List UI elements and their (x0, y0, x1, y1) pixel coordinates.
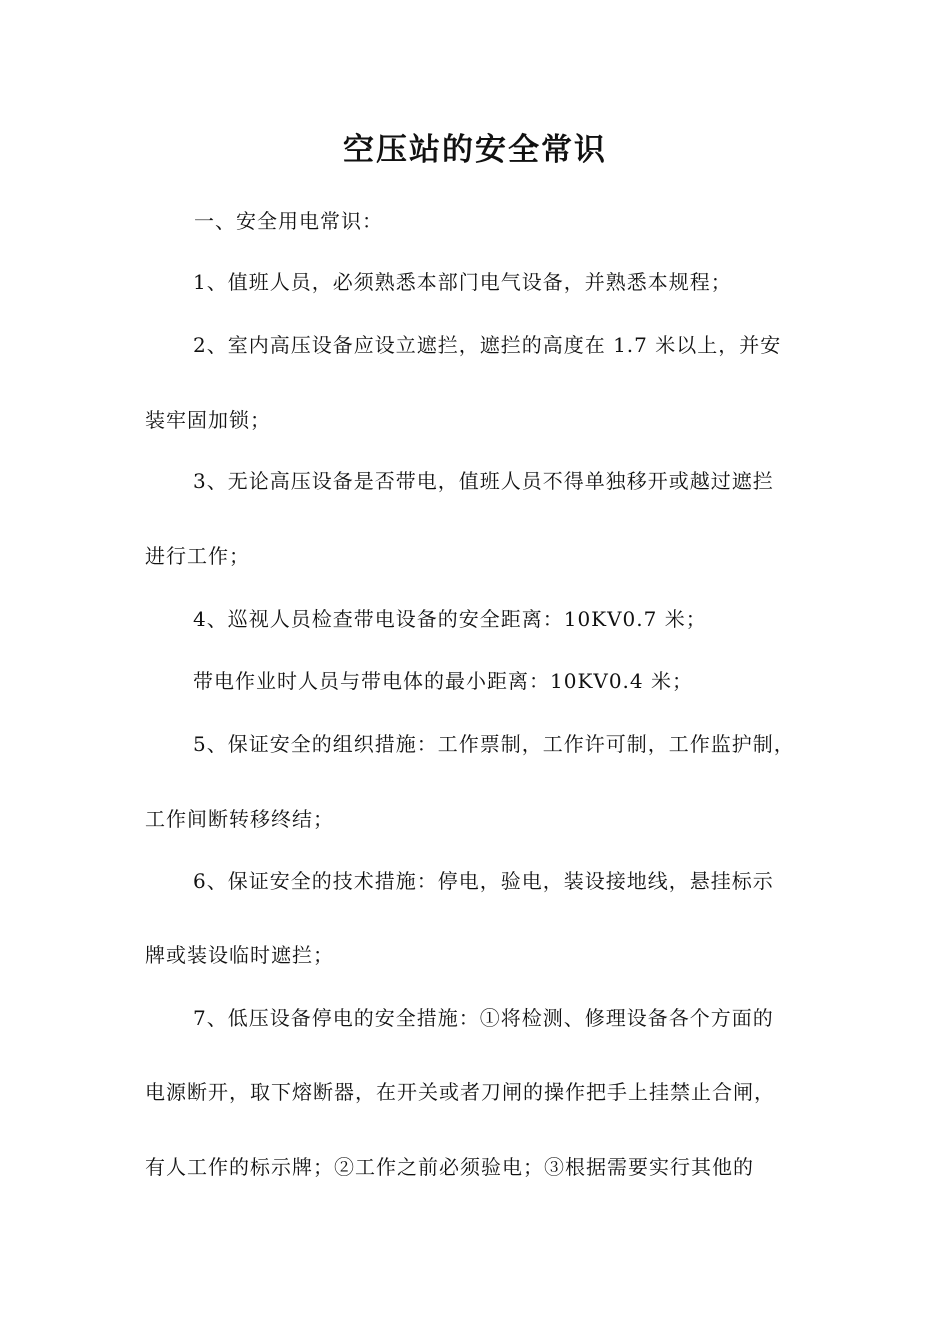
paragraph-line: 1、值班人员，必须熟悉本部门电气设备，并熟悉本规程； (193, 270, 732, 294)
paragraph-line: 2、室内高压设备应设立遮拦，遮拦的高度在 1.7 米以上，并安 (193, 333, 782, 357)
paragraph-line: 装牢固加锁； (145, 408, 271, 432)
paragraph-line: 牌或装设临时遮拦； (145, 943, 334, 967)
paragraph-line: 进行工作； (145, 544, 250, 568)
paragraph-line: 工作间断转移终结； (145, 807, 334, 831)
paragraph-line: 4、巡视人员检查带电设备的安全距离：10KV0.7 米； (193, 607, 707, 631)
paragraph-line: 电源断开，取下熔断器，在开关或者刀闸的操作把手上挂禁止合闸， (145, 1080, 775, 1104)
paragraph-line: 3、无论高压设备是否带电，值班人员不得单独移开或越过遮拦 (193, 469, 774, 493)
document-title: 空压站的安全常识 (343, 132, 607, 168)
paragraph-line: 带电作业时人员与带电体的最小距离：10KV0.4 米； (193, 669, 693, 693)
paragraph-line: 6、保证安全的技术措施：停电，验电，装设接地线，悬挂标示 (193, 869, 774, 893)
section-heading: 一、安全用电常识： (194, 209, 383, 233)
paragraph-line: 5、保证安全的组织措施：工作票制，工作许可制，工作监护制， (193, 732, 795, 756)
paragraph-line: 7、低压设备停电的安全措施：①将检测、修理设备各个方面的 (193, 1006, 774, 1030)
paragraph-line: 有人工作的标示牌；②工作之前必须验电；③根据需要实行其他的 (145, 1155, 754, 1179)
